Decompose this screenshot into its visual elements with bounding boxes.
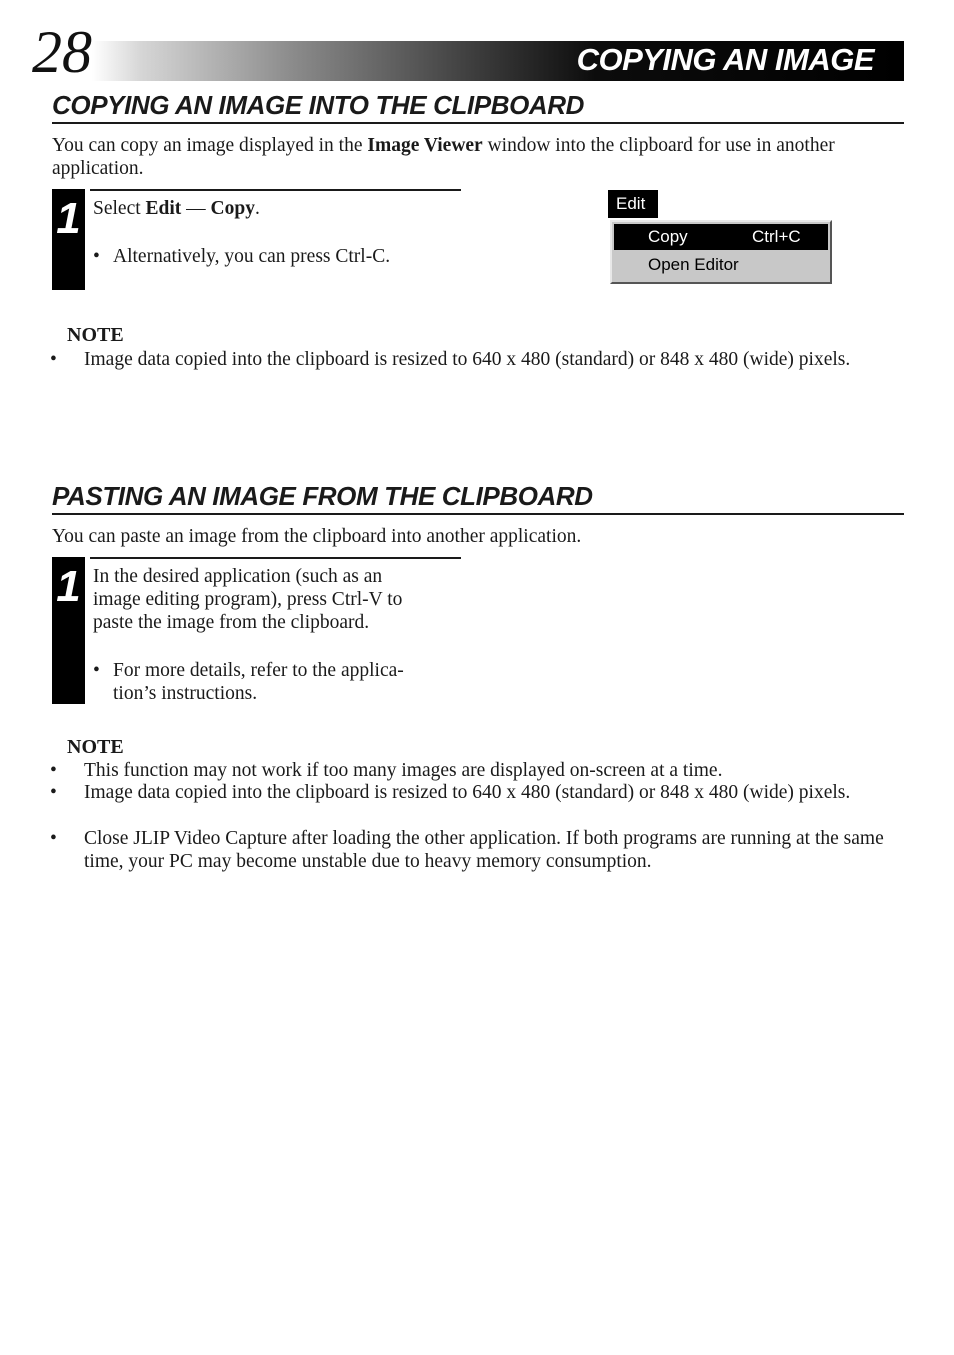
menu-dropdown — [610, 220, 832, 284]
step-instruction: In the desired application (such as an image editing program), press Ctrl-V to paste the image from the clipboard. — [93, 566, 403, 633]
menu-item-open-editor — [614, 252, 828, 278]
step-number-badge: 1 — [52, 189, 85, 290]
menu-item-open-editor-label: Open Editor — [648, 255, 739, 274]
note-heading: NOTE — [67, 324, 124, 346]
note-item: • Image data copied into the clipboard is resized to 640 x 480 (standard) or 848 x 480 (wide) pixels. — [50, 349, 851, 370]
page-number: 28 — [32, 19, 92, 85]
step-divider — [90, 189, 461, 191]
page-title: COPYING AN IMAGE — [576, 42, 874, 77]
note-item: • Close JLIP Video Capture after loading the other application. If both programs are running at the same time, your PC may become unstable due to heavy memory consumption. — [50, 828, 884, 872]
section2-intro: You can paste an image from the clipboard into another application. — [52, 526, 582, 547]
menu-item-copy-shortcut: Ctrl+C — [752, 227, 801, 246]
section1-intro: You can copy an image displayed in the Image Viewer window into the clipboard for use in another application. — [52, 135, 835, 179]
step-instruction: Select Edit — Copy. — [93, 198, 260, 219]
note-item: • This function may not work if too many images are displayed on-screen at a time. — [50, 760, 723, 781]
step-number-badge: 1 — [52, 557, 85, 704]
note-item: • Image data copied into the clipboard is resized to 640 x 480 (standard) or 848 x 480 (wide) pixels. — [50, 782, 851, 803]
step-divider — [90, 557, 461, 559]
step-bullet: • Alternatively, you can press Ctrl-C. — [93, 246, 391, 267]
section-heading-copying: COPYING AN IMAGE INTO THE CLIPBOARD — [52, 90, 904, 124]
menu-edit-tab: Edit — [608, 190, 658, 218]
section-heading-pasting: PASTING AN IMAGE FROM THE CLIPBOARD — [52, 481, 904, 515]
edit-menu-screenshot — [608, 190, 832, 284]
menu-item-copy-label: Copy — [648, 227, 688, 246]
menu-item-copy — [614, 224, 828, 250]
step-bullet: • For more details, refer to the applica- tion’s instructions. — [93, 660, 404, 704]
note-heading: NOTE — [67, 736, 124, 758]
